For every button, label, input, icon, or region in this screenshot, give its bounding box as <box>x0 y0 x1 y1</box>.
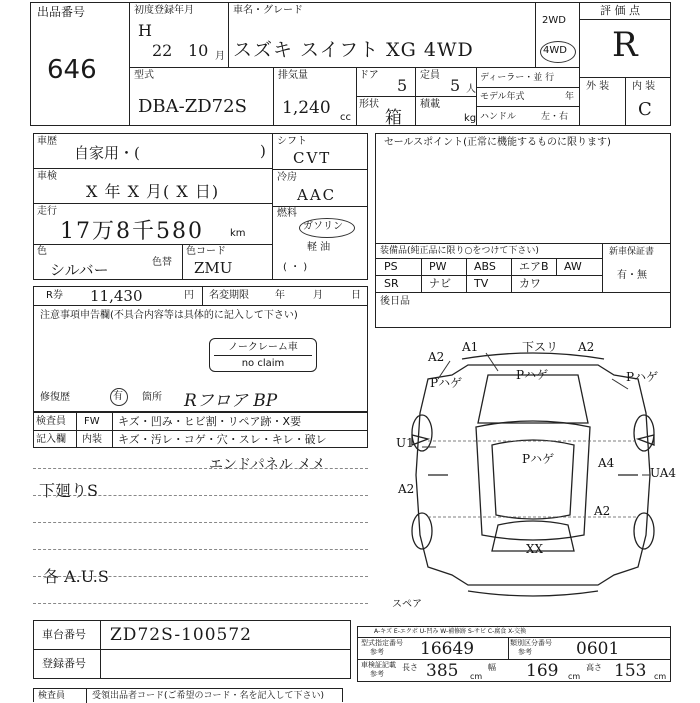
inspector-label: 検査員 <box>36 416 66 427</box>
damage-mark: Pハゲ <box>626 370 659 384</box>
model-box <box>129 67 274 126</box>
rating-box <box>579 2 671 126</box>
footer-text: 受領出品者コード(ご希望のコード・名を記入して下さい) <box>92 691 325 701</box>
no-claim-jp: ノークレーム車 <box>228 342 298 353</box>
damage-mark: XX <box>526 542 544 556</box>
ac-value: AAC <box>297 186 337 204</box>
equipment-item: カワ <box>519 277 541 290</box>
model-year-unit: 年 <box>565 92 575 102</box>
warranty-label: 新車保証書 <box>609 247 655 257</box>
class-number-label: 類別区分番号 <box>510 639 552 647</box>
steering-label: ハンドル <box>480 112 517 122</box>
footer-label: 検査員 <box>38 691 66 701</box>
doors-value: 5 <box>397 76 408 95</box>
height-label: 高さ <box>586 663 602 672</box>
mileage-box <box>33 203 273 245</box>
inspector-box <box>33 412 368 448</box>
equipment-item: PW <box>429 260 447 273</box>
class-ref-label: 参考 <box>518 648 532 656</box>
damage-mark: A2 <box>594 504 611 518</box>
dims-ref-label: 参考 <box>370 670 384 678</box>
equipment-row-1 <box>376 259 602 275</box>
no-claim-stamp <box>209 338 317 372</box>
shaken-box <box>33 168 273 204</box>
first-registration-era: H <box>138 21 152 40</box>
steering-value: 左・右 <box>541 112 569 122</box>
name-change-label: 名変期限 <box>209 290 249 301</box>
width-unit: cm <box>568 672 581 681</box>
capacity-label: 定員 <box>420 70 440 81</box>
shaken-label: 車検 <box>37 171 57 182</box>
shape-value: 箱 <box>385 108 402 128</box>
damage-mark: UA4 <box>650 466 677 480</box>
month-unit: 月 <box>215 51 225 62</box>
recycle-box <box>33 286 203 306</box>
height-unit: cm <box>654 672 667 681</box>
history-box <box>33 133 273 169</box>
registration-box <box>33 649 351 679</box>
equipment-item: SR <box>384 277 399 290</box>
name-change-box <box>202 286 368 306</box>
type-number-label: 型式指定番号 <box>361 639 403 647</box>
history-paren: ) <box>260 142 266 160</box>
color-change-label: 色替 <box>152 257 172 268</box>
damage-mark: A2 <box>428 350 445 364</box>
first-registration-label: 初度登録年月 <box>134 5 194 16</box>
lot-number-label: 出品番号 <box>37 5 86 19</box>
capacity-box <box>415 67 477 97</box>
equipment-item: AW <box>564 260 582 273</box>
fw-label: FW <box>84 416 100 427</box>
memo-line-1: エンドパネル メメ <box>209 457 326 473</box>
repair-place-value: Rフロア BP <box>184 391 278 411</box>
shaken-value: X 年 X 月( X 日) <box>86 182 220 201</box>
exterior-label: 外 装 <box>586 81 610 92</box>
displacement-value: 1,240 <box>282 98 331 118</box>
displacement-box <box>273 67 357 126</box>
chassis-label: 車台番号 <box>42 628 86 641</box>
interior-score: C <box>638 99 652 120</box>
ac-label: 冷房 <box>277 172 297 183</box>
yen-unit: 円 <box>184 290 194 301</box>
history-value: 自家用・( <box>74 144 140 162</box>
shape-box <box>356 96 416 126</box>
later-items-box <box>375 292 671 328</box>
damage-mark: 下スリ <box>522 340 559 354</box>
car-damage-diagram <box>388 335 688 615</box>
warranty-box <box>602 243 671 293</box>
type-ref-label: 参考 <box>370 648 384 656</box>
first-registration-month: 10 <box>188 41 209 60</box>
shift-box <box>272 133 368 280</box>
shape-label: 形状 <box>359 99 379 110</box>
later-items-label: 後日品 <box>380 296 410 307</box>
lot-number: 646 <box>47 55 97 85</box>
person-unit: 人 <box>466 84 476 95</box>
memo-line-2: 下廻りS <box>39 481 98 500</box>
rating-label: 評 価 点 <box>600 4 640 17</box>
spec-ref-box <box>357 626 671 682</box>
equipment-item: ナビ <box>429 277 451 290</box>
damage-mark: Pハゲ <box>522 452 555 466</box>
color-code-label: 色コード <box>186 246 226 257</box>
damage-mark: A4 <box>598 456 615 470</box>
repair-mark: 有 <box>113 391 123 402</box>
doors-label: ドア <box>359 70 379 81</box>
width-label: 幅 <box>488 663 496 672</box>
model-year-label: モデル年式 <box>480 92 525 102</box>
color-code-value: ZMU <box>194 259 233 277</box>
interior-row-label: 内装 <box>82 434 102 445</box>
memo-line-3: 各 A.U.S <box>43 567 109 586</box>
type-number: 16649 <box>420 639 475 659</box>
name-change-month: 月 <box>313 290 323 301</box>
damage-mark: Pハゲ <box>430 376 463 390</box>
dims-label: 車検証記載 <box>361 661 396 669</box>
lot-number-box <box>30 2 130 126</box>
warranty-value: 有・無 <box>617 270 647 281</box>
mileage-label: 走行 <box>37 206 57 217</box>
drive-4wd-label: 4WD <box>543 45 567 56</box>
damage-legend: A-キズ E-エクボ U-凹み W-補修跡 S-サビ C-腐食 X-交換 <box>374 628 527 635</box>
kg-unit: kg <box>464 113 477 124</box>
width-value: 169 <box>526 661 559 681</box>
doors-box <box>356 67 416 97</box>
displacement-label: 排気量 <box>278 70 308 81</box>
color-box <box>33 244 273 280</box>
equipment-item: ABS <box>474 260 496 273</box>
equipment-item: TV <box>474 277 489 290</box>
damage-mark: A2 <box>578 340 595 354</box>
recycle-label: R券 <box>46 290 63 301</box>
fuel-gasoline: ガソリン <box>303 221 343 232</box>
dealer-box <box>476 67 580 126</box>
first-registration-box <box>129 2 229 68</box>
drive-box <box>535 2 580 68</box>
fw-items: キズ・凹み・ヒビ割・リペア跡・X要 <box>118 415 302 428</box>
fuel-other: ( ・ ) <box>283 262 308 273</box>
car-name-label: 車名・グレード <box>233 5 303 16</box>
notes-label: 注意事項申告欄(不具合内容等は具体的に記入して下さい) <box>40 310 298 321</box>
length-unit: cm <box>470 672 483 681</box>
length-value: 385 <box>426 661 459 681</box>
drive-2wd-label: 2WD <box>542 15 566 26</box>
car-name: スズキ スイフト XG 4WD <box>233 39 474 61</box>
no-claim-en: no claim <box>241 358 285 369</box>
interior-items: キズ・汚レ・コゲ・穴・スレ・キレ・破レ <box>118 433 327 446</box>
shift-value: CVT <box>293 149 332 167</box>
notes-box <box>33 305 368 412</box>
sales-point-label: セールスポイント(正常に機能するものに限ります) <box>384 137 611 148</box>
damage-mark: U1 <box>396 436 414 450</box>
fuel-label: 燃料 <box>277 208 297 219</box>
equipment-item: エアB <box>519 260 549 273</box>
rating-score: R <box>612 25 638 65</box>
car-name-box <box>228 2 536 68</box>
model-label: 型式 <box>134 70 154 81</box>
length-label: 長さ <box>402 663 418 672</box>
memo-area <box>33 448 368 613</box>
model-code: DBA-ZD72S <box>138 96 247 117</box>
repair-place-label: 箇所 <box>142 392 162 403</box>
load-box <box>415 96 477 126</box>
registration-label: 登録番号 <box>42 657 86 670</box>
name-change-day: 日 <box>351 290 361 301</box>
history-label: 車歴 <box>37 136 57 147</box>
name-change-year: 年 <box>275 290 285 301</box>
equipment-box <box>375 243 603 293</box>
entry-label: 記入欄 <box>36 434 66 445</box>
capacity-value: 5 <box>450 76 461 95</box>
color-label: 色 <box>37 246 47 257</box>
shift-label: シフト <box>277 136 307 147</box>
mileage-value: 17万8千580 <box>60 219 204 244</box>
load-label: 積載 <box>420 99 440 110</box>
color-value: シルバー <box>50 261 109 279</box>
first-registration-year: 22 <box>152 41 173 60</box>
damage-mark: A1 <box>462 340 479 354</box>
class-number: 0601 <box>576 639 620 659</box>
height-value: 153 <box>614 661 647 681</box>
fuel-diesel: 軽 油 <box>307 242 331 253</box>
equipment-label: 装備品(純正品に限り○をつけて下さい) <box>380 246 539 256</box>
km-unit: km <box>230 228 246 239</box>
recycle-value: 11,430 <box>90 287 143 305</box>
cc-unit: cc <box>340 112 351 123</box>
chassis-number: ZD72S-100572 <box>110 625 252 645</box>
chassis-box <box>33 620 351 650</box>
spare-label: スペア <box>392 599 422 610</box>
damage-mark: Pハゲ <box>516 368 549 382</box>
interior-label: 内 装 <box>632 81 656 92</box>
repair-label: 修復歴 <box>40 392 70 403</box>
dealer-label: ディーラー・並 行 <box>480 73 555 83</box>
sales-point-box <box>375 133 671 244</box>
damage-mark: A2 <box>398 482 415 496</box>
equipment-item: PS <box>384 260 398 273</box>
equipment-row-2 <box>376 276 556 292</box>
